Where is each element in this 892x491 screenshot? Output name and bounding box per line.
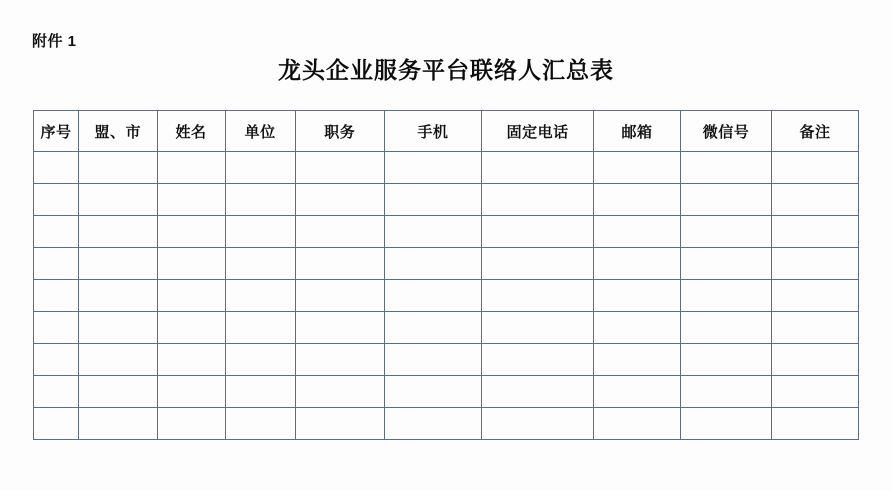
table-cell[interactable] [482, 408, 594, 440]
table-cell[interactable] [157, 152, 225, 184]
table-cell[interactable] [295, 408, 384, 440]
table-cell[interactable] [79, 184, 158, 216]
table-cell[interactable] [225, 408, 295, 440]
table-cell[interactable] [772, 216, 859, 248]
table-cell[interactable] [680, 152, 771, 184]
table-cell[interactable] [34, 312, 79, 344]
table-header-row [34, 111, 859, 152]
table-cell[interactable] [772, 376, 859, 408]
table-cell[interactable] [680, 184, 771, 216]
table-cell[interactable] [225, 312, 295, 344]
page-title: 龙头企业服务平台联络人汇总表 [278, 58, 614, 83]
table-cell[interactable] [680, 408, 771, 440]
column-header-unit: 单位 [225, 111, 295, 152]
table-cell[interactable] [482, 312, 594, 344]
table-cell[interactable] [772, 280, 859, 312]
column-header-name: 姓名 [157, 111, 225, 152]
table-row[interactable] [34, 152, 859, 184]
table-cell[interactable] [79, 312, 158, 344]
table-cell[interactable] [34, 280, 79, 312]
table-cell[interactable] [772, 184, 859, 216]
table-row[interactable] [34, 344, 859, 376]
table-cell[interactable] [157, 408, 225, 440]
table-cell[interactable] [157, 344, 225, 376]
table-cell[interactable] [225, 184, 295, 216]
table-cell[interactable] [225, 248, 295, 280]
table-cell[interactable] [384, 408, 481, 440]
table-row[interactable] [34, 312, 859, 344]
table-cell[interactable] [772, 312, 859, 344]
table-cell[interactable] [772, 248, 859, 280]
table-cell[interactable] [34, 248, 79, 280]
table-cell[interactable] [34, 344, 79, 376]
table-row[interactable] [34, 248, 859, 280]
table-cell[interactable] [157, 376, 225, 408]
table-cell[interactable] [680, 376, 771, 408]
table-cell[interactable] [482, 248, 594, 280]
table-cell[interactable] [295, 248, 384, 280]
table-cell[interactable] [79, 344, 158, 376]
contact-table-container [33, 110, 859, 440]
table-cell[interactable] [225, 280, 295, 312]
table-cell[interactable] [79, 152, 158, 184]
table-row[interactable] [34, 184, 859, 216]
table-cell[interactable] [680, 280, 771, 312]
table-cell[interactable] [295, 280, 384, 312]
table-cell[interactable] [157, 248, 225, 280]
table-cell[interactable] [772, 152, 859, 184]
table-cell[interactable] [680, 344, 771, 376]
table-cell[interactable] [295, 184, 384, 216]
table-cell[interactable] [482, 376, 594, 408]
column-header-wechat: 微信号 [680, 111, 771, 152]
table-cell[interactable] [594, 312, 681, 344]
table-cell[interactable] [157, 280, 225, 312]
table-row[interactable] [34, 408, 859, 440]
table-cell[interactable] [34, 376, 79, 408]
table-cell[interactable] [594, 376, 681, 408]
table-cell[interactable] [482, 152, 594, 184]
contact-table [33, 110, 859, 440]
table-cell[interactable] [295, 376, 384, 408]
table-cell[interactable] [295, 216, 384, 248]
table-cell[interactable] [594, 408, 681, 440]
column-header-index: 序号 [34, 111, 79, 152]
table-cell[interactable] [384, 248, 481, 280]
column-header-remarks: 备注 [772, 111, 859, 152]
table-cell[interactable] [384, 280, 481, 312]
table-cell[interactable] [79, 248, 158, 280]
table-cell[interactable] [295, 344, 384, 376]
table-cell[interactable] [34, 408, 79, 440]
column-header-landline: 固定电话 [482, 111, 594, 152]
table-cell[interactable] [680, 312, 771, 344]
table-cell[interactable] [157, 216, 225, 248]
table-row[interactable] [34, 376, 859, 408]
table-cell[interactable] [79, 376, 158, 408]
table-cell[interactable] [384, 376, 481, 408]
table-cell[interactable] [157, 312, 225, 344]
table-cell[interactable] [680, 216, 771, 248]
table-cell[interactable] [772, 408, 859, 440]
column-header-league-city: 盟、市 [79, 111, 158, 152]
attachment-label: 附件 1 [32, 33, 77, 50]
table-cell[interactable] [384, 344, 481, 376]
table-cell[interactable] [79, 408, 158, 440]
table-cell[interactable] [594, 216, 681, 248]
table-cell[interactable] [482, 216, 594, 248]
table-cell[interactable] [594, 280, 681, 312]
table-cell[interactable] [225, 152, 295, 184]
column-header-email: 邮箱 [594, 111, 681, 152]
table-cell[interactable] [384, 216, 481, 248]
table-body [34, 152, 859, 440]
column-header-mobile: 手机 [384, 111, 481, 152]
table-cell[interactable] [384, 312, 481, 344]
table-cell[interactable] [482, 344, 594, 376]
table-cell[interactable] [482, 280, 594, 312]
table-cell[interactable] [79, 280, 158, 312]
table-cell[interactable] [34, 152, 79, 184]
table-cell[interactable] [34, 216, 79, 248]
table-cell[interactable] [594, 344, 681, 376]
table-header [34, 111, 859, 152]
table-cell[interactable] [594, 184, 681, 216]
table-cell[interactable] [157, 184, 225, 216]
table-cell[interactable] [34, 184, 79, 216]
table-cell[interactable] [482, 184, 594, 216]
table-cell[interactable] [594, 152, 681, 184]
table-cell[interactable] [295, 152, 384, 184]
table-row[interactable] [34, 280, 859, 312]
table-cell[interactable] [295, 312, 384, 344]
table-cell[interactable] [225, 376, 295, 408]
column-header-position: 职务 [295, 111, 384, 152]
table-row[interactable] [34, 216, 859, 248]
table-cell[interactable] [680, 248, 771, 280]
table-cell[interactable] [594, 248, 681, 280]
table-cell[interactable] [384, 152, 481, 184]
table-cell[interactable] [79, 216, 158, 248]
table-cell[interactable] [384, 184, 481, 216]
table-cell[interactable] [225, 216, 295, 248]
table-cell[interactable] [225, 344, 295, 376]
table-cell[interactable] [772, 344, 859, 376]
